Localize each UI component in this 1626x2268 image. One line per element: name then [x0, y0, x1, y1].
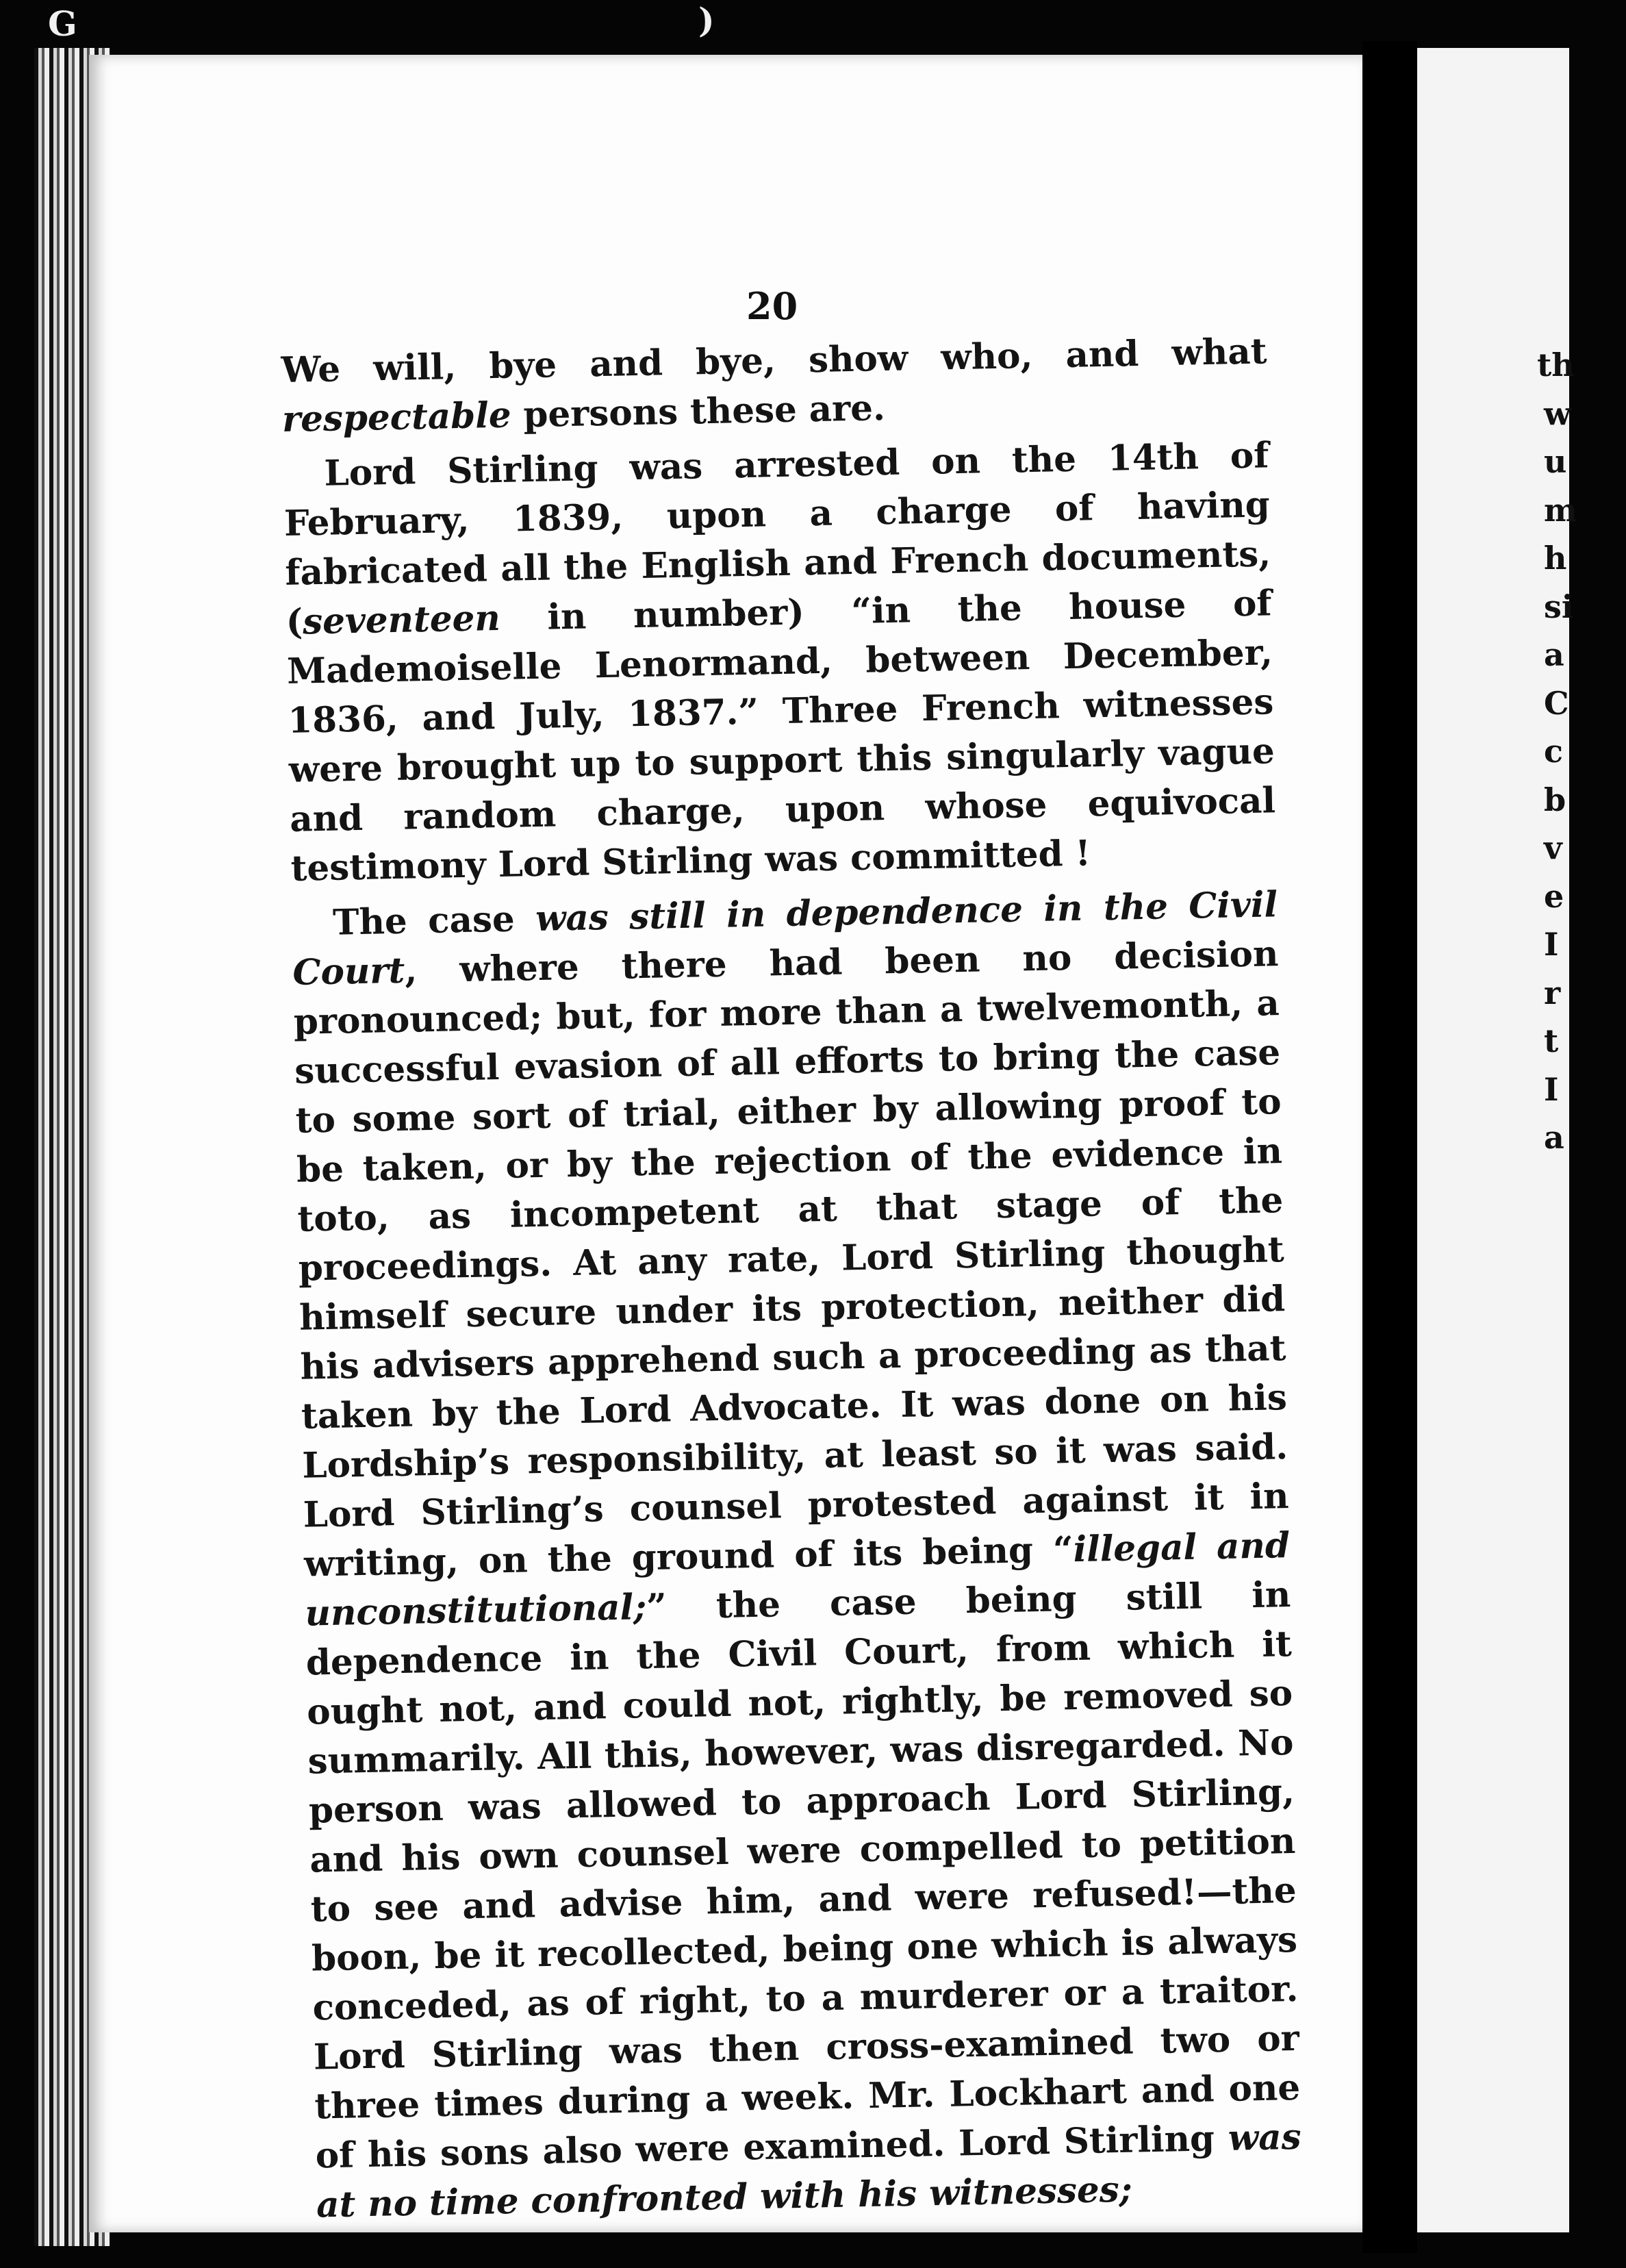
- adjacent-page-fragment: a: [1544, 1119, 1564, 1156]
- adjacent-page-fragment: r: [1544, 974, 1561, 1011]
- emphasis-text: was still in dependence in the Civil Court: [292, 884, 1278, 994]
- text-run: The case: [332, 898, 536, 944]
- adjacent-page-fragment: e: [1544, 877, 1564, 915]
- adjacent-page-fragment: si: [1544, 588, 1574, 625]
- adjacent-page-fragment: I: [1544, 1070, 1559, 1108]
- emphasis-text: was at no time confronted with his witnesses;: [316, 2116, 1302, 2226]
- paragraph-2: [283, 431, 1277, 894]
- paragraph-3: [292, 880, 1303, 2230]
- adjacent-page-fragment: w: [1544, 394, 1571, 432]
- text-run: We will, bye and bye, show who, and what: [281, 331, 1268, 391]
- adjacent-page-fragment: v: [1544, 829, 1562, 866]
- adjacent-page-fragment: m: [1544, 491, 1577, 529]
- adjacent-page-fragment: C: [1544, 684, 1569, 722]
- emphasis-text: illegal and unconstitutional;: [304, 1525, 1291, 1635]
- adjacent-page-fragment: th: [1537, 346, 1575, 383]
- book-gutter: [1362, 41, 1417, 2253]
- emphasis-text: respectable: [281, 394, 512, 440]
- adjacent-page: [1417, 48, 1577, 2232]
- text-run: , where there had been no decision pronounced; but, for more than a twelvemonth, a successful evasion of all efforts to bring the case to some sort of trial, either by allowing proof to be taken, or by the rejection of the evidence in toto, as incompetent at that stage of the proceedings. At any rate, Lord Stirling thought himself secure under its protection, neither did his advisers apprehend such a proceeding as that taken by the Lord Advocate. It was done on his Lordship’s responsibility, at least so it was said. Lord Stirling’s counsel protested against it in writing, on the ground of its being “: [293, 933, 1290, 1585]
- adjacent-page-fragment: b: [1544, 781, 1566, 818]
- adjacent-page-fragment: I: [1544, 926, 1559, 963]
- adjacent-page-fragment: h: [1544, 540, 1567, 577]
- corner-mark-right: ): [698, 0, 715, 40]
- body-text: [281, 327, 1303, 2230]
- adjacent-page-fragment: c: [1544, 733, 1564, 770]
- adjacent-page-fragment: a: [1544, 636, 1564, 673]
- adjacent-page-fragment: t: [1544, 1022, 1559, 1059]
- corner-mark-left: G: [48, 3, 77, 44]
- text-run: in number) “in the house of Mademoiselle Lenormand, between December, 1836, and July, 1837.” Three French witnesses were brought up to support this singularly vague and random charge, upon whose equivocal testimony Lord Stirling was committed !: [286, 583, 1276, 890]
- page-number: 20: [746, 284, 798, 328]
- adjacent-page-fragment: u: [1544, 443, 1567, 480]
- text-run: ” the case being still in dependence in the Civil Court, from which it ought not, and could not, rightly, be removed so summarily. All this, however, was disregarded. No person was allowed to approach Lord Stirling, and his own counsel were compelled to petition to see and advise him, and were refused!—the boon, be it recollected, being one which is always conceded, as of right, to a murderer or a traitor. Lord Stirling was then cross-examined two or three times during a week. Mr. Lockhart and one of his sons also were examined. Lord Stirling: [305, 1574, 1301, 2177]
- emphasis-text: seventeen: [302, 597, 501, 643]
- paragraph-1: [281, 327, 1268, 444]
- text-run: persons these are.: [510, 388, 886, 436]
- text-run: Lord Stirling was arrested on the 14th of February, 1839, upon a charge of having fabricated all the English and French documents, (: [283, 435, 1271, 643]
